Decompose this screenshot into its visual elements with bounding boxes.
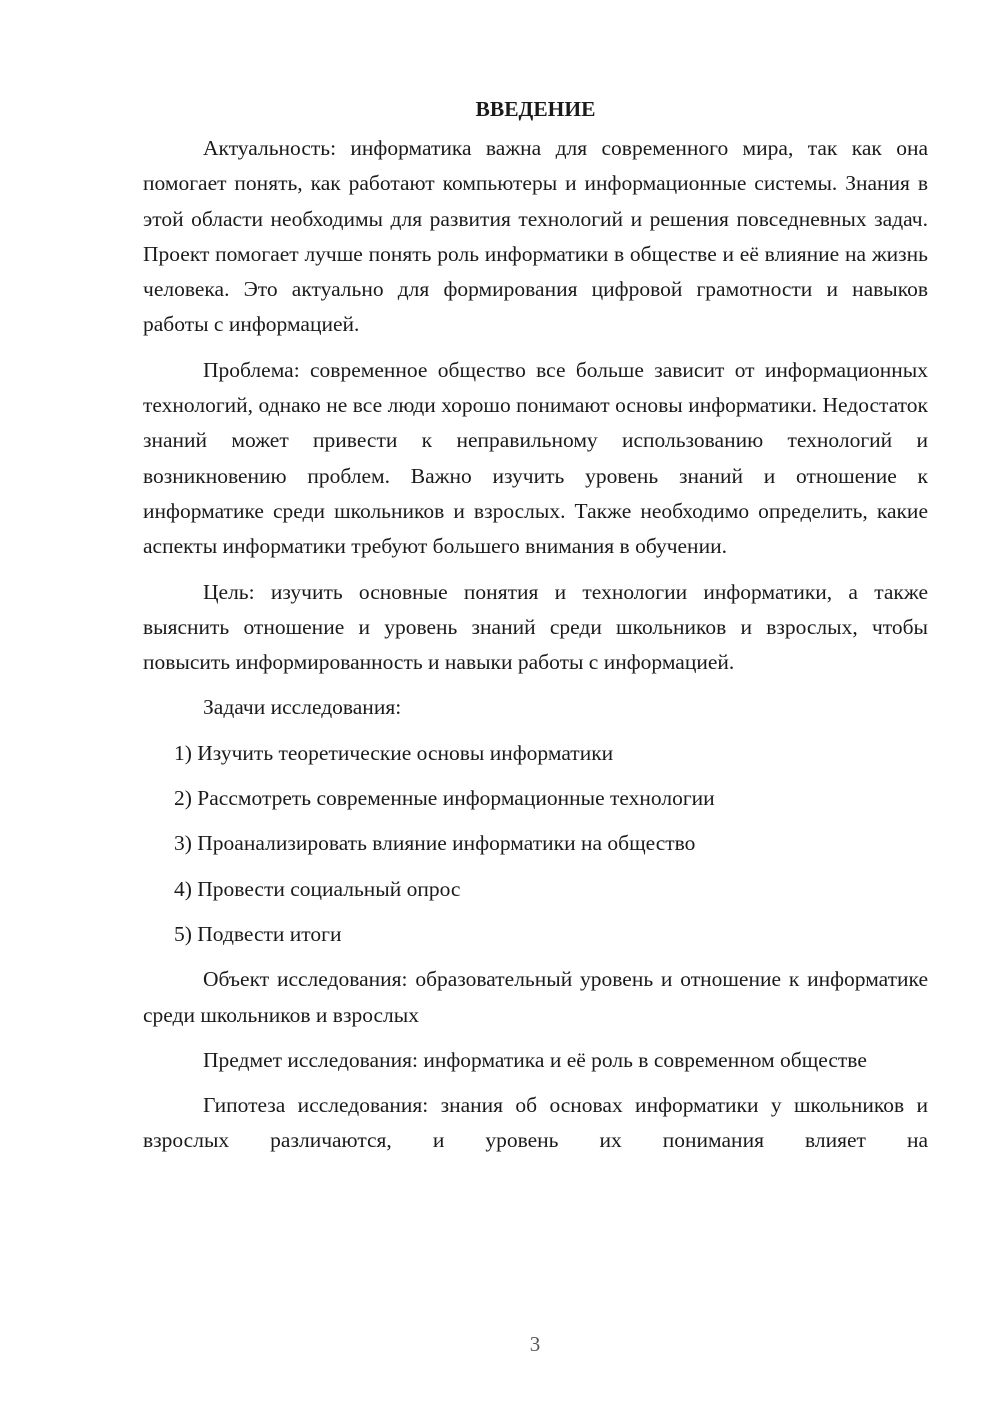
- tasks-title: Задачи исследования:: [203, 695, 402, 720]
- paragraph-object: Объект исследования: образовательный уровень и отношение к информатике среди школьников и взрослых: [143, 967, 928, 1027]
- paragraph-subject: Предмет исследования: информатика и её роль в современном обществе: [203, 1047, 867, 1072]
- paragraph-relevance: Актуальность: информатика важна для современного мира, так как она помогает понять, как работают компьютеры и информационные системы. Знания в этой области необходимы для развития технологий и решения повседневных задач. Проект помогает лучше понять роль информатики в обществе и её влияние на жизнь человека. Это актуально для формирования цифровой грамотности и навыков работы с информацией.: [143, 136, 928, 337]
- task-item: 1) Изучить теоретические основы информатики: [174, 740, 614, 765]
- task-item: 3) Проанализировать влияние информатики на общество: [174, 831, 696, 856]
- paragraph-hypothesis: Гипотеза исследования: знания об основах информатики у школьников и взрослых различаются, и уровень их понимания влияет на: [143, 1093, 928, 1153]
- document-page: [143, 92, 928, 1159]
- tasks-list: [143, 736, 928, 952]
- page-number: 3: [529, 1332, 541, 1356]
- task-item: 2) Рассмотреть современные информационные технологии: [174, 786, 715, 811]
- paragraph-goal: Цель: изучить основные понятия и технологии информатики, а также выяснить отношение и уровень знаний среди школьников и взрослых, чтобы повысить информированность и навыки работы с информацией.: [143, 579, 928, 675]
- task-item: 4) Провести социальный опрос: [174, 876, 461, 901]
- task-item: 5) Подвести итоги: [174, 921, 342, 946]
- paragraph-problem: Проблема: современное общество все больше зависит от информационных технологий, однако не все люди хорошо понимают основы информатики. Недостаток знаний может привести к неправильному использованию технологий и возникновению проблем. Важно изучить уровень знаний и отношение к информатике среди школьников и взрослых. Также необходимо определить, какие аспекты информатики требуют большего внимания в обучении.: [143, 357, 928, 559]
- document-heading: ВВЕДЕНИЕ: [475, 97, 596, 121]
